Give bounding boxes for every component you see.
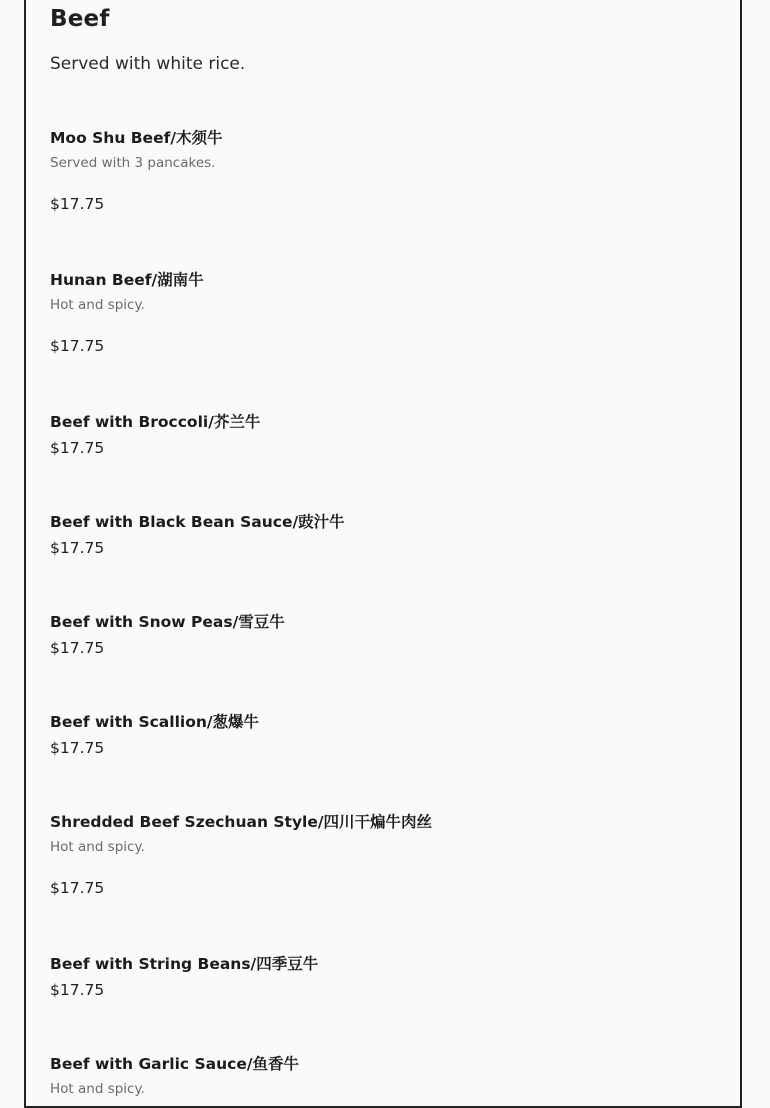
menu-item-price: $17.75 [50, 981, 105, 999]
menu-item-price: $17.75 [50, 639, 105, 657]
menu-item-price: $17.75 [50, 539, 105, 557]
menu-item-name[interactable]: Beef with Snow Peas/雪豆牛 [50, 613, 285, 631]
menu-item-name[interactable]: Hunan Beef/湖南牛 [50, 271, 204, 289]
menu-item[interactable] [50, 128, 710, 214]
menu-item-name[interactable]: Beef with String Beans/四季豆牛 [50, 955, 319, 973]
menu-item[interactable] [50, 270, 710, 356]
menu-item-price: $17.75 [50, 337, 105, 355]
menu-item[interactable] [50, 712, 710, 758]
menu-section-panel [24, 0, 742, 1108]
menu-item-name[interactable]: Beef with Garlic Sauce/鱼香牛 [50, 1055, 300, 1073]
menu-item[interactable] [50, 812, 710, 898]
menu-item[interactable] [50, 412, 710, 458]
menu-item-name[interactable]: Moo Shu Beef/木须牛 [50, 129, 223, 147]
menu-item-name[interactable]: Beef with Scallion/葱爆牛 [50, 713, 260, 731]
menu-item-name[interactable]: Beef with Broccoli/芥兰牛 [50, 413, 261, 431]
menu-item-price: $17.75 [50, 879, 105, 897]
menu-item[interactable] [50, 512, 710, 558]
menu-item[interactable] [50, 1054, 710, 1098]
menu-item-description: Hot and spicy. [50, 297, 145, 313]
section-title: Beef [50, 6, 110, 32]
menu-item-description: Hot and spicy. [50, 1081, 145, 1097]
menu-item[interactable] [50, 612, 710, 658]
menu-item-description: Hot and spicy. [50, 839, 145, 855]
menu-item-price: $17.75 [50, 439, 105, 457]
menu-item-price: $17.75 [50, 195, 105, 213]
menu-item-name[interactable]: Shredded Beef Szechuan Style/四川干煸牛肉丝 [50, 813, 433, 831]
menu-item-name[interactable]: Beef with Black Bean Sauce/豉汁牛 [50, 513, 345, 531]
menu-item[interactable] [50, 954, 710, 1000]
section-description: Served with white rice. [50, 54, 246, 74]
menu-item-description: Served with 3 pancakes. [50, 155, 216, 171]
menu-item-price: $17.75 [50, 739, 105, 757]
